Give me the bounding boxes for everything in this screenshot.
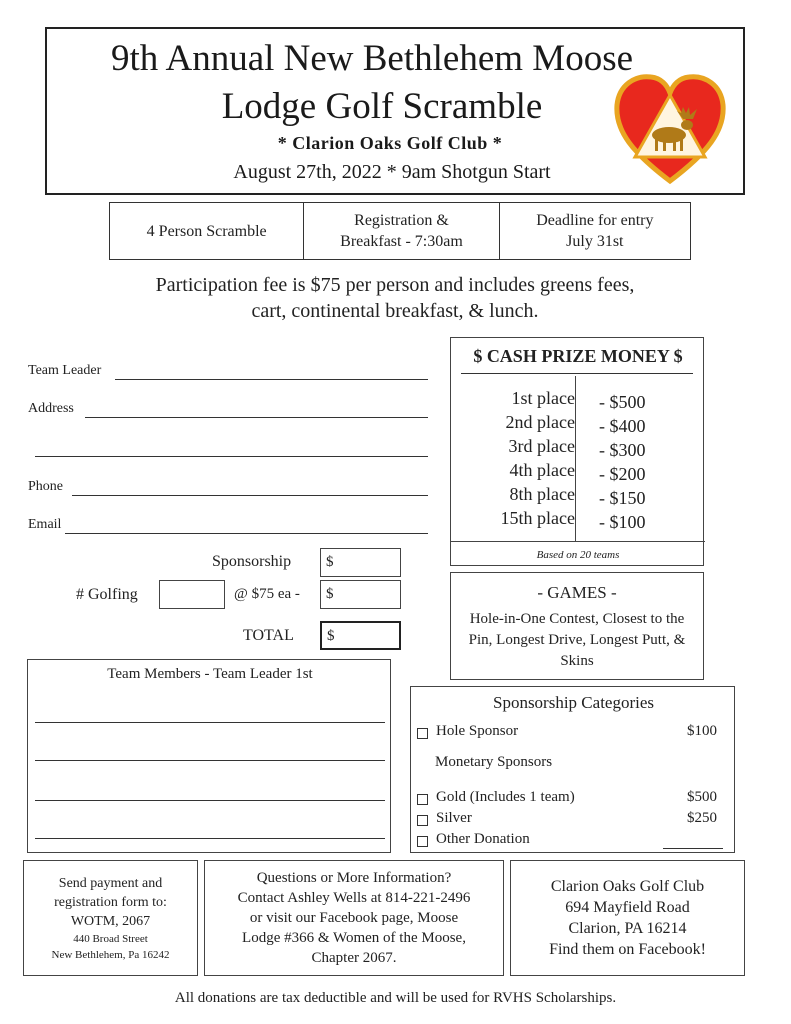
prize-amount: - $150 (599, 488, 646, 508)
club-line4: Find them on Facebook! (549, 941, 706, 958)
prize-amount: - $100 (599, 512, 646, 532)
fee-line1: Participation fee is $75 per person and includes greens fees, (155, 274, 635, 296)
email-line[interactable] (65, 533, 428, 534)
prize-place: 2nd place (505, 412, 575, 432)
questions-line3: or visit our Facebook page, Moose (249, 910, 459, 926)
golfing-label: # Golfing (76, 586, 138, 603)
registration-line2: Breakfast - 7:30am (340, 233, 463, 250)
golfing-amount-field[interactable] (320, 580, 401, 609)
gold-checkbox[interactable] (417, 794, 428, 805)
send-line1: Send payment and (58, 875, 163, 891)
participation-fee-text (90, 272, 700, 324)
format-cell (110, 203, 304, 259)
sponsorship-categories-box (410, 686, 735, 853)
prize-place: 8th place (509, 484, 575, 504)
club-line1: Clarion Oaks Golf Club (550, 878, 705, 895)
format-text: 4 Person Scramble (146, 222, 267, 240)
dollar-sign: $ (326, 586, 334, 602)
prize-amount: - $500 (599, 392, 646, 412)
prize-footnote: Based on 20 teams (451, 541, 705, 568)
address-label: Address (28, 401, 74, 416)
event-info-row (109, 202, 691, 260)
prize-title-rule (461, 373, 693, 374)
team-member-line[interactable] (35, 838, 385, 839)
games-description: Hole-in-One Contest, Closest to the Pin, Longest Drive, Longest Putt, & Skins (468, 611, 686, 669)
hole-sponsor-checkbox[interactable] (417, 728, 428, 739)
registration-cell (304, 203, 499, 259)
games-box (450, 572, 704, 680)
golf-club-box (510, 860, 745, 976)
team-member-line[interactable] (35, 800, 385, 801)
dollar-sign: $ (326, 554, 334, 570)
team-members-box (27, 659, 391, 853)
prize-amount: - $300 (599, 440, 646, 460)
registration-line1: Registration & (354, 212, 449, 229)
team-member-line[interactable] (35, 760, 385, 761)
address-line-2[interactable] (35, 456, 428, 457)
club-line2: 694 Mayfield Road (565, 899, 690, 916)
hole-sponsor-price: $100 (687, 723, 717, 739)
prize-place: 3rd place (508, 436, 575, 456)
silver-price: $250 (687, 810, 717, 826)
send-line5: New Bethlehem, Pa 16242 (51, 948, 170, 961)
email-label: Email (28, 517, 62, 532)
sponsorship-amount-field[interactable] (320, 548, 401, 577)
total-amount-field[interactable] (320, 621, 401, 650)
silver-label: Silver (436, 810, 472, 826)
golfing-count-field[interactable] (159, 580, 225, 609)
prize-place: 4th place (509, 460, 575, 480)
team-member-line[interactable] (35, 722, 385, 723)
prize-places (451, 386, 575, 530)
sponsorship-title: Sponsorship Categories (492, 693, 655, 712)
prize-amounts (599, 390, 699, 534)
hole-sponsor-row[interactable] (417, 723, 717, 740)
per-each-label: @ $75 ea - (234, 586, 300, 602)
moose-heart-logo-icon (613, 73, 727, 185)
total-label: TOTAL (243, 627, 294, 644)
questions-line2: Contact Ashley Wells at 814-221-2496 (237, 890, 471, 906)
cash-prize-box (450, 337, 704, 566)
dollar-sign: $ (327, 628, 335, 644)
silver-row[interactable] (417, 810, 717, 827)
event-title-line1: 9th Annual New Bethlehem Moose (110, 38, 634, 79)
address-line[interactable] (85, 417, 428, 418)
prize-title: $ CASH PRIZE MONEY $ (473, 346, 683, 366)
title-box (45, 27, 745, 195)
club-line3: Clarion, PA 16214 (568, 920, 687, 937)
games-title: - GAMES - (537, 583, 617, 602)
sponsorship-label: Sponsorship (212, 553, 292, 570)
fee-line2: cart, continental breakfast, & lunch. (251, 300, 539, 322)
phone-label: Phone (28, 479, 63, 494)
prize-place: 1st place (511, 388, 575, 408)
monetary-sponsors-label: Monetary Sponsors (435, 754, 553, 770)
prize-amount: - $400 (599, 416, 646, 436)
send-line2: registration form to: (54, 894, 167, 910)
event-title-line2: Lodge Golf Scramble (221, 86, 543, 127)
send-line4: 440 Broad Street (73, 932, 148, 945)
gold-price: $500 (687, 789, 717, 805)
send-line3: WOTM, 2067 (70, 913, 151, 929)
other-donation-checkbox[interactable] (417, 836, 428, 847)
deadline-line1: Deadline for entry (536, 212, 654, 229)
gold-label: Gold (Includes 1 team) (436, 789, 575, 805)
questions-line1: Questions or More Information? (256, 870, 452, 886)
gold-row[interactable] (417, 789, 717, 806)
questions-box (204, 860, 504, 976)
deadline-cell (500, 203, 690, 259)
venue-name: * Clarion Oaks Golf Club * (277, 133, 503, 153)
event-date: August 27th, 2022 * 9am Shotgun Start (233, 161, 551, 183)
send-payment-box (23, 860, 198, 976)
prize-amount: - $200 (599, 464, 646, 484)
other-donation-row[interactable] (417, 831, 717, 848)
team-leader-line[interactable] (115, 379, 428, 380)
prize-divider (575, 376, 576, 541)
other-donation-line[interactable] (663, 848, 723, 849)
hole-sponsor-label: Hole Sponsor (436, 723, 519, 739)
other-donation-label: Other Donation (436, 831, 530, 847)
phone-line[interactable] (72, 495, 428, 496)
deadline-line2: July 31st (566, 233, 624, 250)
questions-line5: Chapter 2067. (311, 950, 397, 966)
team-leader-label: Team Leader (28, 363, 102, 378)
silver-checkbox[interactable] (417, 815, 428, 826)
tax-deductible-note: All donations are tax deductible and will be used for RVHS Scholarships. (174, 990, 617, 1006)
team-members-title: Team Members - Team Leader 1st (107, 666, 313, 682)
prize-place: 15th place (500, 508, 575, 528)
questions-line4: Lodge #366 & Women of the Moose, (242, 930, 466, 946)
